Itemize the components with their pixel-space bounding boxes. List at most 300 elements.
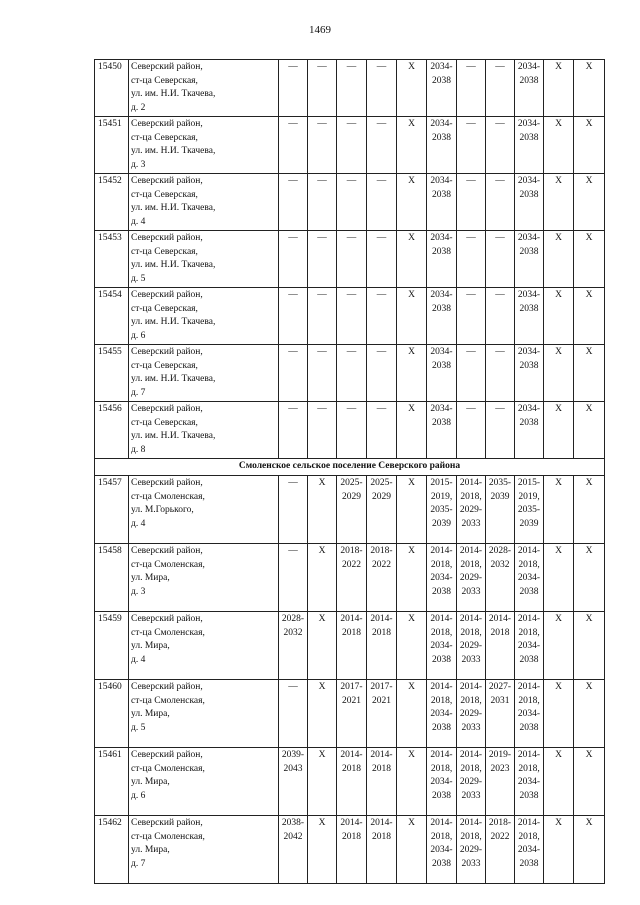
period-value: 2038 <box>432 360 451 371</box>
address-line: д. 7 <box>131 387 146 398</box>
period-value: — <box>346 347 357 357</box>
period-value: 2018, <box>518 831 540 842</box>
period-cell <box>544 748 574 816</box>
period-value: — <box>466 347 476 357</box>
period-value: 2018, <box>518 695 540 706</box>
period-cell <box>486 345 515 402</box>
address-line: Северский район, <box>131 546 203 556</box>
period-value: — <box>288 347 298 357</box>
period-cell <box>457 345 486 402</box>
period-cell <box>367 816 397 884</box>
period-value: 2034- <box>517 404 541 414</box>
address-line: ул. им. Н.И. Ткачева, <box>131 431 216 441</box>
period-value: 2033 <box>461 858 481 869</box>
period-cell <box>279 288 308 345</box>
period-cell <box>427 345 457 402</box>
period-cell <box>544 612 574 680</box>
period-value: X <box>318 546 326 556</box>
period-value: 2039- <box>281 750 305 760</box>
period-cell <box>279 748 308 816</box>
period-value: 2034- <box>430 709 453 719</box>
period-cell <box>397 476 427 544</box>
period-value: X <box>318 682 326 692</box>
period-value: — <box>376 62 387 72</box>
address-line: д. 2 <box>131 102 146 113</box>
period-cell <box>457 816 486 884</box>
period-value: 2014- <box>370 818 393 828</box>
period-cell <box>486 816 515 884</box>
period-value: X <box>555 404 562 414</box>
period-cell <box>397 60 427 117</box>
period-value: X <box>585 682 593 692</box>
period-value: 2038 <box>519 586 539 597</box>
period-cell <box>515 231 544 288</box>
address-line: Северский район, <box>131 478 203 488</box>
address-line: д. 7 <box>131 858 146 869</box>
period-value: 2019, <box>430 491 453 502</box>
period-cell <box>397 402 427 459</box>
period-value: X <box>408 290 415 300</box>
period-cell <box>486 231 515 288</box>
period-value: X <box>555 682 562 692</box>
address-line: Северский район, <box>131 176 203 186</box>
period-value: X <box>408 546 415 556</box>
period-cell <box>308 288 337 345</box>
address-line: д. 8 <box>131 444 146 455</box>
period-value: X <box>585 233 593 243</box>
address-line: Северский район, <box>131 818 203 828</box>
period-value: — <box>346 176 357 186</box>
period-value: 2034- <box>430 233 453 243</box>
period-value: 2034- <box>430 176 453 186</box>
period-cell <box>308 345 337 402</box>
period-value: 2038 <box>519 75 539 86</box>
period-value: 2014- <box>340 614 363 624</box>
period-value: 2014- <box>430 750 453 760</box>
period-value: X <box>555 233 562 243</box>
address-cell <box>129 748 279 816</box>
period-cell <box>427 476 457 544</box>
period-value: 2034- <box>430 347 453 357</box>
period-value: 2023 <box>490 763 510 774</box>
period-cell <box>574 117 605 174</box>
period-value: 2029 <box>342 491 361 502</box>
period-cell <box>544 117 574 174</box>
period-value: 2029 <box>372 491 391 502</box>
period-cell <box>397 345 427 402</box>
period-value: 2034- <box>517 845 541 855</box>
period-cell <box>574 231 605 288</box>
period-cell <box>486 288 515 345</box>
period-value: X <box>555 62 562 72</box>
period-cell <box>515 612 544 680</box>
period-cell <box>515 174 544 231</box>
period-value: 2014- <box>488 614 512 624</box>
address-line: ул. им. Н.И. Ткачева, <box>131 203 216 213</box>
period-value: — <box>495 404 505 414</box>
address-line: д. 3 <box>131 159 146 170</box>
period-value: 2038 <box>432 722 451 733</box>
period-value: 2014- <box>430 614 453 624</box>
period-value: 2014- <box>517 682 541 692</box>
period-value: X <box>555 478 562 488</box>
period-cell <box>279 345 308 402</box>
period-value: 2034- <box>517 119 541 129</box>
address-line: д. 3 <box>131 586 146 597</box>
period-cell <box>308 402 337 459</box>
period-cell <box>367 476 397 544</box>
address-line: д. 4 <box>131 654 146 665</box>
period-value: 2028- <box>281 614 305 624</box>
period-value: 2038 <box>432 75 451 86</box>
period-cell <box>397 174 427 231</box>
period-cell <box>337 231 367 288</box>
period-value: 2018 <box>372 763 391 774</box>
record-number: 15461 <box>95 748 129 816</box>
period-cell <box>574 612 605 680</box>
address-line: д. 4 <box>131 518 146 529</box>
period-value: 2019, <box>518 491 540 502</box>
address-cell <box>129 345 279 402</box>
address-cell <box>129 402 279 459</box>
period-cell <box>457 60 486 117</box>
period-value: 2014- <box>517 546 541 556</box>
period-value: — <box>317 176 327 186</box>
period-value: 2014- <box>370 614 393 624</box>
period-value: — <box>317 347 327 357</box>
period-cell <box>544 60 574 117</box>
period-value: — <box>495 62 505 72</box>
period-cell <box>397 816 427 884</box>
period-value: 2018, <box>460 763 482 774</box>
period-cell <box>574 748 605 816</box>
period-value: 2018 <box>342 763 361 774</box>
period-value: — <box>466 119 476 129</box>
period-value: 2014- <box>370 750 393 760</box>
period-cell <box>427 680 457 748</box>
period-value: 2018, <box>430 627 453 638</box>
period-value: 2017- <box>370 682 393 692</box>
table-row <box>95 544 605 612</box>
address-line: ул. М.Горького, <box>131 505 194 515</box>
period-value: 2032 <box>490 559 510 570</box>
period-value: — <box>317 62 327 72</box>
period-value: 2034- <box>430 62 453 72</box>
period-value: 2014- <box>517 818 541 828</box>
period-value: 2015- <box>517 478 541 488</box>
period-value: X <box>408 404 415 414</box>
period-cell <box>337 117 367 174</box>
address-line: ст-ца Смоленская, <box>131 763 205 774</box>
period-cell <box>544 680 574 748</box>
period-value: — <box>288 176 298 186</box>
period-value: X <box>585 614 593 624</box>
period-cell <box>486 748 515 816</box>
period-value: — <box>346 404 357 414</box>
period-cell <box>544 816 574 884</box>
table-section-severskaya <box>95 60 605 459</box>
period-cell <box>367 680 397 748</box>
period-value: 2018, <box>460 831 482 842</box>
period-value: 2034- <box>430 290 453 300</box>
period-value: 2043 <box>283 763 303 774</box>
period-cell <box>574 288 605 345</box>
record-number: 15458 <box>95 544 129 612</box>
address-line: Северский район, <box>131 750 203 760</box>
period-cell <box>515 544 544 612</box>
period-cell <box>544 345 574 402</box>
period-value: 2018, <box>430 695 453 706</box>
period-value: 2038 <box>519 654 539 665</box>
record-number: 15453 <box>95 231 129 288</box>
period-value: 2038 <box>432 586 451 597</box>
period-value: X <box>318 478 326 488</box>
address-line: Северский район, <box>131 614 203 624</box>
period-value: 2025- <box>370 478 393 488</box>
period-cell <box>486 680 515 748</box>
period-cell <box>574 544 605 612</box>
period-value: 2033 <box>461 518 481 529</box>
section-title: Смоленское сельское поселение Северского района <box>95 459 605 476</box>
period-value: 2018 <box>342 831 361 842</box>
period-value: — <box>288 233 298 243</box>
period-cell <box>515 402 544 459</box>
period-value: X <box>585 750 593 760</box>
period-value: — <box>466 404 476 414</box>
period-value: X <box>555 119 562 129</box>
period-value: 2038 <box>519 790 539 801</box>
address-line: ул. им. Н.И. Ткачева, <box>131 317 216 327</box>
period-value: 2017- <box>340 682 363 692</box>
address-line: Северский район, <box>131 404 203 414</box>
period-value: 2014- <box>459 682 483 692</box>
period-value: 2015- <box>430 478 453 488</box>
period-cell <box>367 174 397 231</box>
housing-repair-table <box>94 59 605 884</box>
period-cell <box>427 748 457 816</box>
period-value: 2033 <box>461 586 481 597</box>
period-value: 2029- <box>459 641 483 651</box>
period-value: 2033 <box>461 654 481 665</box>
period-cell <box>397 612 427 680</box>
address-cell <box>129 117 279 174</box>
period-value: — <box>288 682 298 692</box>
address-line: ст-ца Северская, <box>131 303 198 314</box>
period-value: X <box>408 62 415 72</box>
period-value: 2029- <box>459 845 483 855</box>
period-value: 2038- <box>281 818 305 828</box>
table-row <box>95 174 605 231</box>
period-cell <box>279 60 308 117</box>
period-cell <box>574 402 605 459</box>
period-cell <box>279 174 308 231</box>
period-cell <box>308 174 337 231</box>
period-value: — <box>376 347 387 357</box>
period-value: 2034- <box>430 777 453 787</box>
period-cell <box>308 544 337 612</box>
period-value: X <box>585 62 593 72</box>
period-value: X <box>408 176 415 186</box>
period-value: 2033 <box>461 790 481 801</box>
period-value: X <box>555 176 562 186</box>
address-line: д. 5 <box>131 722 146 733</box>
period-value: X <box>555 546 562 556</box>
period-value: 2034- <box>430 404 453 414</box>
period-cell <box>279 476 308 544</box>
address-line: ст-ца Смоленская, <box>131 695 205 706</box>
period-value: X <box>408 682 415 692</box>
period-value: 2029- <box>459 505 483 515</box>
period-cell <box>308 612 337 680</box>
address-cell <box>129 544 279 612</box>
period-value: 2034- <box>517 777 541 787</box>
period-cell <box>457 231 486 288</box>
period-value: 2033 <box>461 722 481 733</box>
period-cell <box>427 612 457 680</box>
period-cell <box>544 476 574 544</box>
period-value: — <box>495 119 505 129</box>
period-cell <box>308 680 337 748</box>
page-number: 1469 <box>309 24 331 36</box>
period-cell <box>515 288 544 345</box>
period-value: 2014- <box>430 818 453 828</box>
period-value: 2029- <box>459 573 483 583</box>
record-number: 15457 <box>95 476 129 544</box>
period-value: 2014- <box>459 546 483 556</box>
table-row <box>95 117 605 174</box>
period-value: X <box>555 750 562 760</box>
period-value: X <box>585 404 593 414</box>
period-value: 2034- <box>517 709 541 719</box>
period-cell <box>337 612 367 680</box>
period-value: 2018, <box>430 831 453 842</box>
table-section-smolenskaya <box>95 476 605 884</box>
period-value: 2038 <box>432 654 451 665</box>
period-cell <box>308 60 337 117</box>
period-value: 2018 <box>372 831 391 842</box>
table-section-header <box>95 459 605 476</box>
address-cell <box>129 476 279 544</box>
period-value: 2019- <box>488 750 512 760</box>
period-value: 2014- <box>340 818 363 828</box>
period-cell <box>544 231 574 288</box>
period-value: X <box>585 546 593 556</box>
period-cell <box>457 476 486 544</box>
period-value: — <box>466 176 476 186</box>
address-cell <box>129 612 279 680</box>
period-cell <box>515 816 544 884</box>
period-value: 2014- <box>430 546 453 556</box>
period-cell <box>486 60 515 117</box>
period-cell <box>515 60 544 117</box>
address-cell <box>129 680 279 748</box>
period-value: 2025- <box>340 478 363 488</box>
period-value: 2038 <box>519 722 539 733</box>
period-cell <box>574 174 605 231</box>
period-value: X <box>318 614 326 624</box>
period-value: 2034- <box>430 119 453 129</box>
period-value: — <box>346 62 357 72</box>
period-value: 2027- <box>488 682 512 692</box>
period-value: 2018, <box>430 763 453 774</box>
period-value: 2035- <box>488 478 512 488</box>
period-value: X <box>408 233 415 243</box>
period-cell <box>544 402 574 459</box>
period-cell <box>515 680 544 748</box>
period-value: — <box>317 233 327 243</box>
table-row <box>95 231 605 288</box>
period-cell <box>279 612 308 680</box>
period-value: 2018, <box>460 491 482 502</box>
period-value: 2028- <box>488 546 512 556</box>
record-number: 15452 <box>95 174 129 231</box>
period-cell <box>574 60 605 117</box>
period-cell <box>574 476 605 544</box>
period-value: — <box>346 233 357 243</box>
table-row <box>95 476 605 544</box>
period-cell <box>337 680 367 748</box>
period-cell <box>515 476 544 544</box>
period-value: 2018, <box>518 627 540 638</box>
period-value: 2035- <box>430 505 453 515</box>
period-cell <box>279 402 308 459</box>
period-cell <box>397 544 427 612</box>
period-value: — <box>288 546 298 556</box>
address-line: ст-ца Смоленская, <box>131 559 205 570</box>
period-cell <box>279 231 308 288</box>
period-cell <box>457 402 486 459</box>
period-cell <box>515 117 544 174</box>
period-value: X <box>408 119 415 129</box>
table-row <box>95 680 605 748</box>
period-cell <box>367 288 397 345</box>
record-number: 15451 <box>95 117 129 174</box>
period-value: — <box>466 290 476 300</box>
period-cell <box>427 402 457 459</box>
table-row <box>95 288 605 345</box>
period-value: — <box>495 176 505 186</box>
period-value: — <box>288 478 298 488</box>
period-value: — <box>346 290 357 300</box>
period-value: 2038 <box>432 858 451 869</box>
period-value: 2038 <box>519 858 539 869</box>
period-value: X <box>585 818 593 828</box>
period-cell <box>427 231 457 288</box>
period-value: 2038 <box>432 132 451 143</box>
period-cell <box>515 748 544 816</box>
period-value: — <box>376 404 387 414</box>
period-cell <box>337 60 367 117</box>
period-value: 2038 <box>519 303 539 314</box>
period-value: 2018 <box>342 627 361 638</box>
period-cell <box>486 402 515 459</box>
record-number: 15460 <box>95 680 129 748</box>
period-value: 2029- <box>459 777 483 787</box>
period-cell <box>279 816 308 884</box>
table-row <box>95 60 605 117</box>
period-value: X <box>555 614 562 624</box>
period-value: 2039 <box>490 491 510 502</box>
period-value: 2022 <box>372 559 391 570</box>
period-cell <box>457 117 486 174</box>
record-number: 15450 <box>95 60 129 117</box>
period-value: 2038 <box>519 189 539 200</box>
period-value: 2014- <box>517 750 541 760</box>
period-value: 2038 <box>432 246 451 257</box>
period-cell <box>397 117 427 174</box>
address-line: ст-ца Северская, <box>131 246 198 257</box>
period-cell <box>515 345 544 402</box>
